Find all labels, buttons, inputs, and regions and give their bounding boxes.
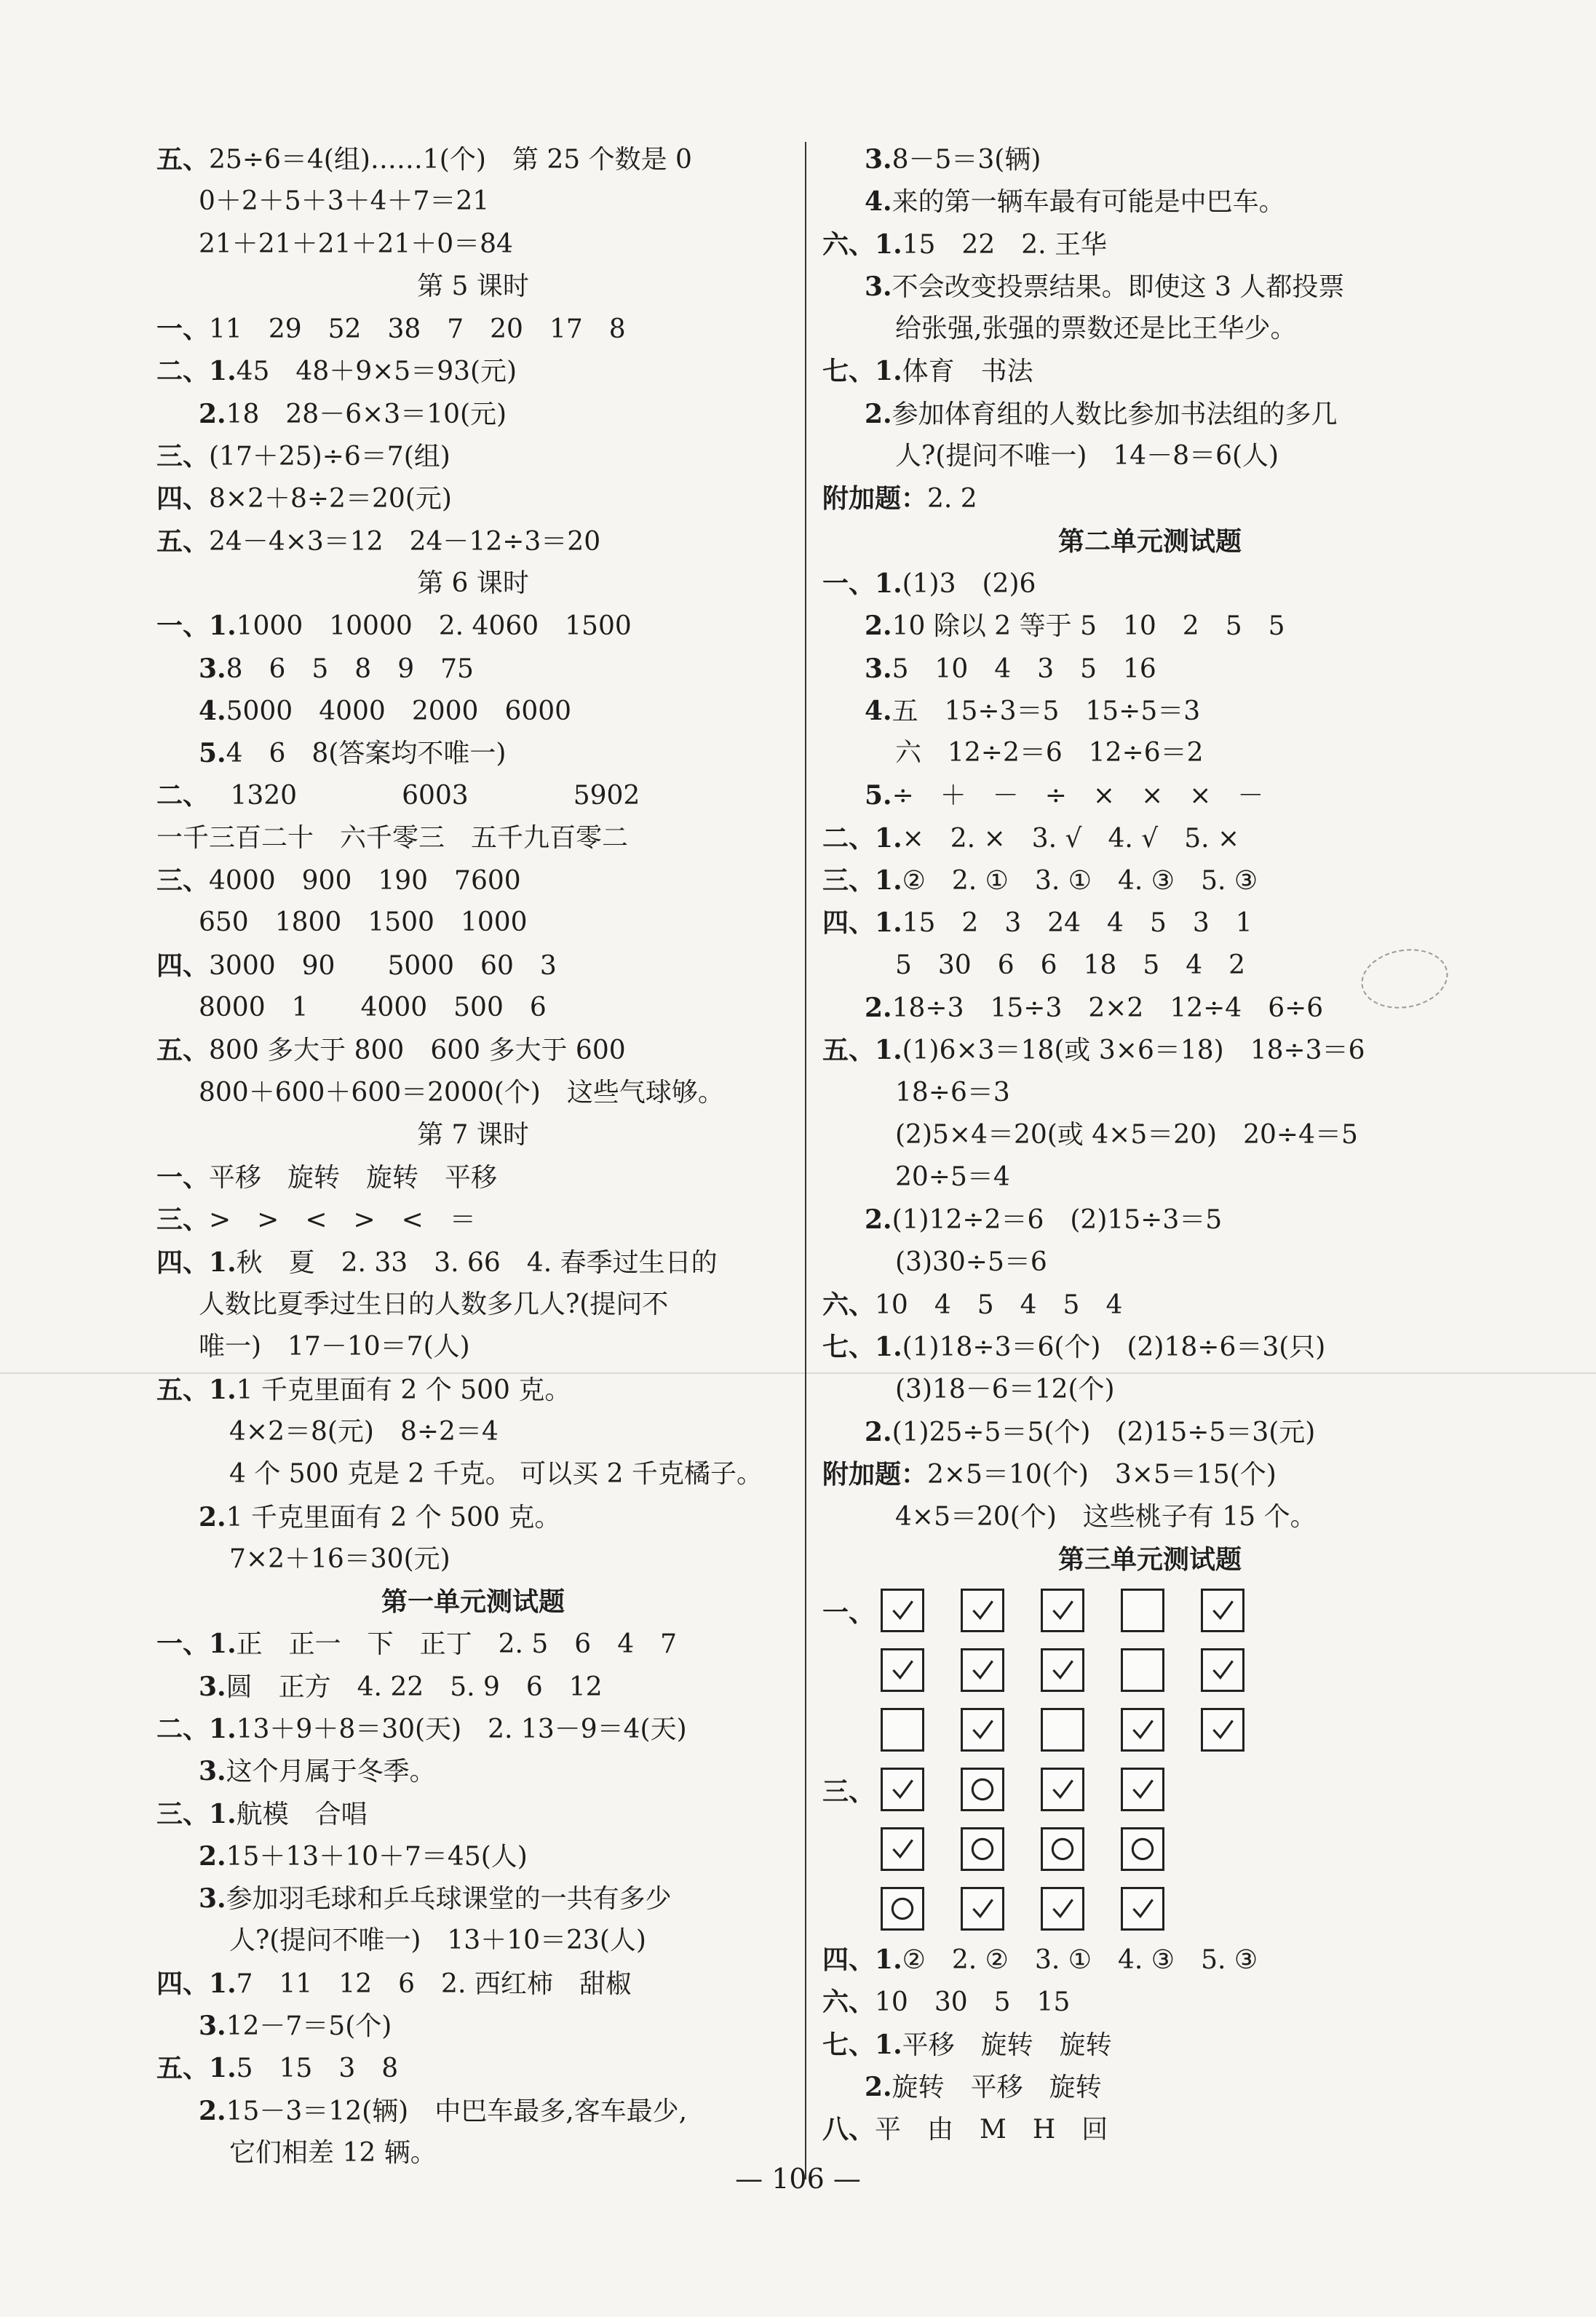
answer-line [156,1877,790,1920]
question-number: 2. [865,992,892,1023]
answer-text: 不会改变投票结果。即使这 3 人都投票 [892,271,1345,302]
answer-text: 11 29 52 38 7 20 17 8 [209,314,626,345]
question-group-label: 四、 [156,1247,210,1278]
answer-text: 第 7 课时 [417,1119,529,1150]
question-number: 1. [209,1713,237,1744]
answer-line [156,987,790,1029]
checkmark-icon [961,1887,1004,1931]
question-group-label: 二、 [156,1713,210,1744]
answer-text: 平移 旋转 旋转 平移 [209,1163,498,1193]
question-number: 2. [199,398,226,429]
answer-text: 1 千克里面有 2 个 500 克。 [226,1502,561,1533]
question-group-label: 八、 [822,2114,876,2145]
answer-line [822,1029,1477,1071]
answer-line [156,2005,790,2047]
question-number: 1. [875,228,902,260]
answer-line [156,1750,790,1792]
answer-line [156,1496,790,1538]
question-group-label: 六、 [822,1289,876,1321]
empty-box [1121,1589,1164,1632]
answer-text: 15－3＝12(辆) 中巴车最多,客车最少, [226,2096,688,2126]
answer-text: (1)25÷5＝5(个) (2)15÷5＝3(元) [892,1417,1316,1447]
checkmark-icon [1121,1708,1164,1752]
circle-icon [1041,1827,1084,1871]
answer-line [822,2066,1477,2108]
answer-text: 13＋9＋8＝30(天) 2. 13－9＝4(天) [236,1714,687,1744]
page-number: — 106 — [735,2163,861,2195]
answer-line [822,563,1477,605]
answer-text: 圆 正方 4. 22 5. 9 6 12 [226,1672,603,1702]
answer-line [822,1326,1477,1368]
question-group-label: 一、 [156,1629,210,1660]
answer-line [822,902,1477,944]
question-number: 5. [199,738,226,769]
answer-text: 8 6 5 8 9 75 [226,653,474,684]
question-number: 1. [875,865,902,897]
question-group-label: 三、 [156,441,210,472]
answer-text: 2. 2 [927,484,977,514]
question-number: 3. [865,271,892,302]
answer-line [156,1411,790,1453]
answer-line [156,435,790,477]
answer-text: × 2. × 3. √ 4. √ 5. × [902,823,1240,854]
question-number: 3. [199,653,226,684]
answer-text: 这个月属于冬季。 [226,1757,436,1787]
answer-text: 15＋13＋10＋7＝45(人) [226,1841,528,1872]
answer-text: 第 5 课时 [417,271,529,301]
answer-line [156,648,790,690]
question-number: 4. [865,186,892,218]
answer-text: (1)3 (2)6 [902,568,1036,599]
box-row [822,1700,1477,1760]
answer-line [822,138,1477,180]
answer-line [822,1156,1477,1199]
answer-line [822,1114,1477,1156]
answer-text: (1)12÷2＝6 (2)15÷3＝5 [892,1205,1223,1236]
question-group-label: 三、 [822,865,876,897]
question-number: 1. [875,1332,902,1363]
checkmark-icon [881,1648,924,1692]
question-group-label: 一、 [156,1162,210,1193]
answer-text: 航模 合唱 [236,1799,368,1829]
left-column [156,138,790,2174]
answer-line [156,393,790,435]
answer-text: 人?(提问不唯一) 14－8＝6(人) [895,441,1279,472]
empty-box [1121,1648,1164,1692]
answer-line [822,1939,1477,1981]
question-number: 1. [209,1968,237,1999]
answer-line [156,1963,790,2005]
checkmark-icon [961,1708,1004,1752]
answer-line [156,774,790,816]
answer-line [822,435,1477,477]
answer-text: 25÷6＝4(组)……1(个) 第 25 个数是 0 [209,145,692,175]
answer-text: 旋转 平移 旋转 [892,2072,1102,2102]
question-number: 3. [865,144,892,175]
section-heading [156,266,790,308]
right-column [822,138,1477,2151]
checkmark-icon [961,1648,1004,1692]
question-group-label: 四、 [822,1944,876,1976]
answer-text: (17＋25)÷6＝7(组) [209,442,450,472]
right-column-text [822,138,1477,1581]
question-number: 3. [199,1883,226,1915]
question-group-label: 五、 [156,144,210,175]
answer-text: 18÷3 15÷3 2×2 12÷4 6÷6 [892,993,1324,1023]
answer-text: 15 2 3 24 4 5 3 1 [902,908,1252,939]
answer-text: 平 由 M H 回 [875,2115,1108,2145]
answer-line [156,1835,790,1877]
question-number: 1. [875,822,902,854]
answer-text: 给张强,张强的票数还是比王华少。 [895,314,1297,344]
empty-box [881,1708,924,1752]
question-group-label: 五、 [156,1035,210,1066]
answer-text: 来的第一辆车最有可能是中巴车。 [892,187,1285,218]
question-group-label: 三、 [156,865,210,897]
answer-line [156,1241,790,1284]
question-group-label: 五、 [156,2053,210,2084]
answer-line [156,1453,790,1495]
answer-text: 24－4×3＝12 24－12÷3＝20 [209,526,601,557]
answer-text: 45 48＋9×5＝93(元) [236,357,517,387]
answer-line [156,1708,790,1750]
question-number: 4. [199,695,226,726]
answer-line [822,1072,1477,1114]
answer-line [156,477,790,520]
question-number: 2. [199,1840,226,1872]
answer-line [822,690,1477,732]
answer-text: ② 2. ① 3. ① 4. ③ 5. ③ [902,866,1258,897]
answer-line [822,2108,1477,2150]
answer-text: 800 多大于 800 600 多大于 600 [209,1036,626,1066]
answer-text: 第二单元测试题 [1057,525,1242,557]
answer-text: 7 11 12 6 2. 西红柿 甜椒 [236,1968,632,1999]
empty-box [1041,1708,1084,1752]
answer-text: 10 30 5 15 [875,1987,1071,2018]
answer-text: 5 15 3 8 [236,2054,399,2084]
answer-text: 人数比夏季过生日的人数多几人?(提问不 [199,1289,669,1320]
answer-line [822,1199,1477,1241]
question-group-label: 六、 [822,228,876,260]
answer-line [822,477,1477,520]
answer-text: 1 千克里面有 2 个 500 克。 [236,1375,571,1405]
box-row [822,1640,1477,1700]
answer-text: 一千三百二十 六千零三 五千九百零二 [156,822,629,853]
question-number: 1. [209,2053,237,2084]
answer-text: 唯一) 17－10＝7(人) [199,1332,470,1362]
answer-text: 4 个 500 克是 2 千克。 可以买 2 千克橘子。 [229,1459,763,1490]
answer-line [156,859,790,902]
question-number: 2. [865,2071,892,2102]
answer-text: 5000 4000 2000 6000 [226,696,572,726]
question-number: 2. [865,1416,892,1447]
checkmark-icon [1201,1648,1244,1692]
answer-text: 800＋600＋600＝2000(个) 这些气球够。 [199,1077,724,1108]
unit3-section3-boxes [822,1760,1477,1939]
section-heading [156,1114,790,1156]
answer-text: 平移 旋转 旋转 [902,2030,1112,2060]
answer-line [822,393,1477,435]
answer-text: > > < > < ＝ [209,1205,476,1236]
answer-text: 7×2＋16＝30(元) [229,1543,450,1574]
right-column-tail [822,1939,1477,2150]
question-number: 1. [875,907,902,939]
answer-line [822,1453,1477,1495]
answer-line [822,1496,1477,1538]
question-group-label: 三、 [822,1776,876,1807]
question-number: 1. [209,356,237,387]
answer-line [156,520,790,563]
question-number: 1. [875,2029,902,2060]
checkmark-icon [1121,1887,1164,1931]
question-number: 3. [199,2011,226,2042]
checkmark-icon [1041,1768,1084,1811]
question-number: 1. [875,1035,902,1066]
question-group-label: 四、 [156,950,210,981]
answer-text: 第一单元测试题 [381,1586,565,1618]
answer-text: (3)18－6＝12(个) [895,1374,1115,1404]
checkmark-icon [1201,1589,1244,1632]
circle-icon [881,1887,924,1931]
answer-text: 五 15÷3＝5 15÷5＝3 [892,696,1201,726]
answer-line [156,350,790,392]
section-heading [822,520,1477,563]
checkmark-icon [1121,1768,1164,1811]
answer-line [822,266,1477,308]
question-group-label: 七、 [822,356,876,387]
question-group-label: 二、 [156,356,210,387]
answer-text: 20÷5＝4 [895,1162,1010,1193]
answer-line [822,1981,1477,2023]
answer-line [156,1666,790,1708]
answer-text: 0＋2＋5＋3＋4＋7＝21 [199,186,490,217]
checkmark-icon [1041,1648,1084,1692]
answer-text: 10 除以 2 等于 5 10 2 5 5 [892,611,1285,642]
answer-line [822,308,1477,350]
answer-line [156,817,790,859]
circle-icon [961,1768,1004,1811]
checkmark-icon [881,1589,924,1632]
answer-line [822,774,1477,816]
question-group-label: 六、 [822,1987,876,2018]
section-heading [156,1581,790,1623]
answer-text: 4×2＝8(元) 8÷2＝4 [229,1416,499,1447]
checkmark-icon [881,1768,924,1811]
answer-text: 第 6 课时 [417,568,529,598]
answer-text: 8×2＋8÷2＝20(元) [209,484,452,514]
answer-text: ÷ ＋ － ÷ × × × － [892,781,1264,811]
question-group-label: 四、 [822,907,876,939]
answer-line [156,223,790,266]
answer-text: (1)18÷3＝6(个) (2)18÷6＝3(只) [902,1332,1326,1363]
answer-line [156,1623,790,1665]
answer-line [822,350,1477,392]
question-number: 1. [209,1798,237,1829]
checkmark-icon [961,1589,1004,1632]
question-group-label: 四、 [156,483,210,514]
answer-line [156,1326,790,1368]
answer-line [822,859,1477,902]
checkmark-icon [881,1827,924,1871]
answer-line [156,690,790,732]
box-row [822,1819,1477,1879]
checkmark-icon [1041,1887,1084,1931]
answer-text: 650 1800 1500 1000 [199,907,528,938]
question-number: 1. [209,1247,237,1278]
answer-line [156,1793,790,1835]
answer-text: 18÷6＝3 [895,1077,1010,1108]
question-group-label: 三、 [156,1798,210,1829]
answer-text: 8000 1 4000 500 6 [199,992,547,1022]
answer-text: (1)6×3＝18(或 3×6＝18) 18÷3＝6 [902,1036,1365,1066]
answer-line [156,1029,790,1071]
answer-line [156,1156,790,1199]
answer-line [822,732,1477,774]
question-group-label: 七、 [822,2029,876,2060]
answer-line [822,605,1477,647]
answer-text: 12－7＝5(个) [226,2011,392,2042]
question-group-label: 二、 [156,780,196,811]
answer-text: 参加体育组的人数比参加书法组的多几 [892,399,1338,429]
answer-line [822,648,1477,690]
question-number: 2. [865,398,892,429]
answer-text: 2×5＝10(个) 3×5＝15(个) [927,1460,1277,1490]
unit3-section1-boxes [822,1581,1477,1760]
answer-line [156,1284,790,1326]
answer-line [156,1369,790,1411]
question-number: 3. [199,1671,226,1702]
question-number: 1. [209,1629,237,1660]
answer-line [822,223,1477,266]
box-row [822,1879,1477,1939]
answer-line [156,2090,790,2132]
question-group-label: 五、 [156,1374,210,1405]
section-heading [822,1538,1477,1581]
question-number: 2. [199,2095,226,2126]
answer-line [156,138,790,180]
answer-line [156,308,790,350]
answer-text: 18 28－6×3＝10(元) [226,399,507,429]
answer-text: 5 30 6 6 18 5 4 2 [895,950,1246,980]
question-number: 3. [199,1756,226,1787]
answer-line [822,1284,1477,1326]
checkmark-icon [1041,1589,1084,1632]
question-number: 3. [865,653,892,684]
question-number: 1. [875,1944,902,1976]
circle-icon [961,1827,1004,1871]
answer-text: 8－5＝3(辆) [892,145,1041,175]
answer-line [822,1411,1477,1453]
question-group-label: 五、 [822,1035,876,1066]
question-number: 2. [199,1501,226,1533]
answer-text: 第三单元测试题 [1057,1543,1242,1575]
question-group-label: 一、 [156,314,210,345]
answer-line [822,2024,1477,2066]
question-group-label: 一、 [822,568,876,599]
answer-line [156,902,790,944]
question-number: 4. [865,695,892,726]
answer-text: 21＋21＋21＋21＋0＝84 [199,228,513,259]
question-group-label: 三、 [156,1204,210,1236]
answer-text: 4000 900 190 7600 [209,866,521,897]
answer-line [156,1072,790,1114]
question-group-label: 一、 [156,611,210,642]
question-group-label: 七、 [822,1332,876,1363]
question-group-label: 附加题： [822,1459,928,1490]
section-heading [156,563,790,605]
answer-line [156,2047,790,2089]
answer-line [156,180,790,223]
column-divider [805,142,806,2179]
answer-text: 3000 90 5000 60 3 [209,950,557,981]
answer-line [156,732,790,774]
answer-line [822,817,1477,859]
answer-line [156,1199,790,1241]
answer-text: 它们相差 12 辆。 [229,2137,437,2168]
answer-text: ② 2. ② 3. ① 4. ③ 5. ③ [902,1945,1258,1976]
answer-line [156,1538,790,1581]
answer-text: 体育 书法 [902,357,1033,387]
question-number: 1. [209,1374,237,1405]
question-number: 2. [865,1204,892,1236]
answer-text: 4 6 8(答案均不唯一) [226,739,507,769]
circle-icon [1121,1827,1164,1871]
answer-text: 15 22 2. 王华 [902,229,1108,260]
question-number: 1. [875,356,902,387]
answer-line [822,180,1477,223]
answer-text: 5 10 4 3 5 16 [892,653,1156,684]
question-number: 5. [865,780,892,811]
question-group-label: 一、 [822,1597,876,1628]
question-number: 2. [865,611,892,642]
answer-text: (2)5×4＝20(或 4×5＝20) 20÷4＝5 [895,1119,1358,1150]
answer-text: 人?(提问不唯一) 13＋10＝23(人) [229,1925,646,1956]
answer-text: (3)30÷5＝6 [895,1247,1047,1277]
answer-text: 六 12÷2＝6 12÷6＝2 [895,738,1204,768]
box-row [822,1760,1477,1819]
answer-text: 参加羽毛球和乒乓球课堂的一共有多少 [226,1884,672,1915]
answer-text: 10 4 5 4 5 4 [875,1290,1123,1321]
answer-line [156,1920,790,1962]
question-number: 1. [875,568,902,599]
box-row [822,1581,1477,1640]
answer-text: 秋 夏 2. 33 3. 66 4. 春季过生日的 [236,1247,718,1278]
answer-text: 1000 10000 2. 4060 1500 [236,611,632,642]
answer-text: 1320 6003 5902 [196,781,640,811]
answer-line [822,1241,1477,1284]
answer-line [156,605,790,647]
question-group-label: 四、 [156,1968,210,1999]
checkmark-icon [1201,1708,1244,1752]
answer-text: 正 正一 下 正丁 2. 5 6 4 7 [236,1629,678,1660]
answer-line [822,1369,1477,1411]
answer-line [156,945,790,987]
question-group-label: 二、 [822,822,876,854]
question-group-label: 五、 [156,525,210,557]
question-group-label: 附加题： [822,483,928,514]
question-number: 1. [209,611,237,642]
answer-text: 4×5＝20(个) 这些桃子有 15 个。 [895,1501,1317,1532]
